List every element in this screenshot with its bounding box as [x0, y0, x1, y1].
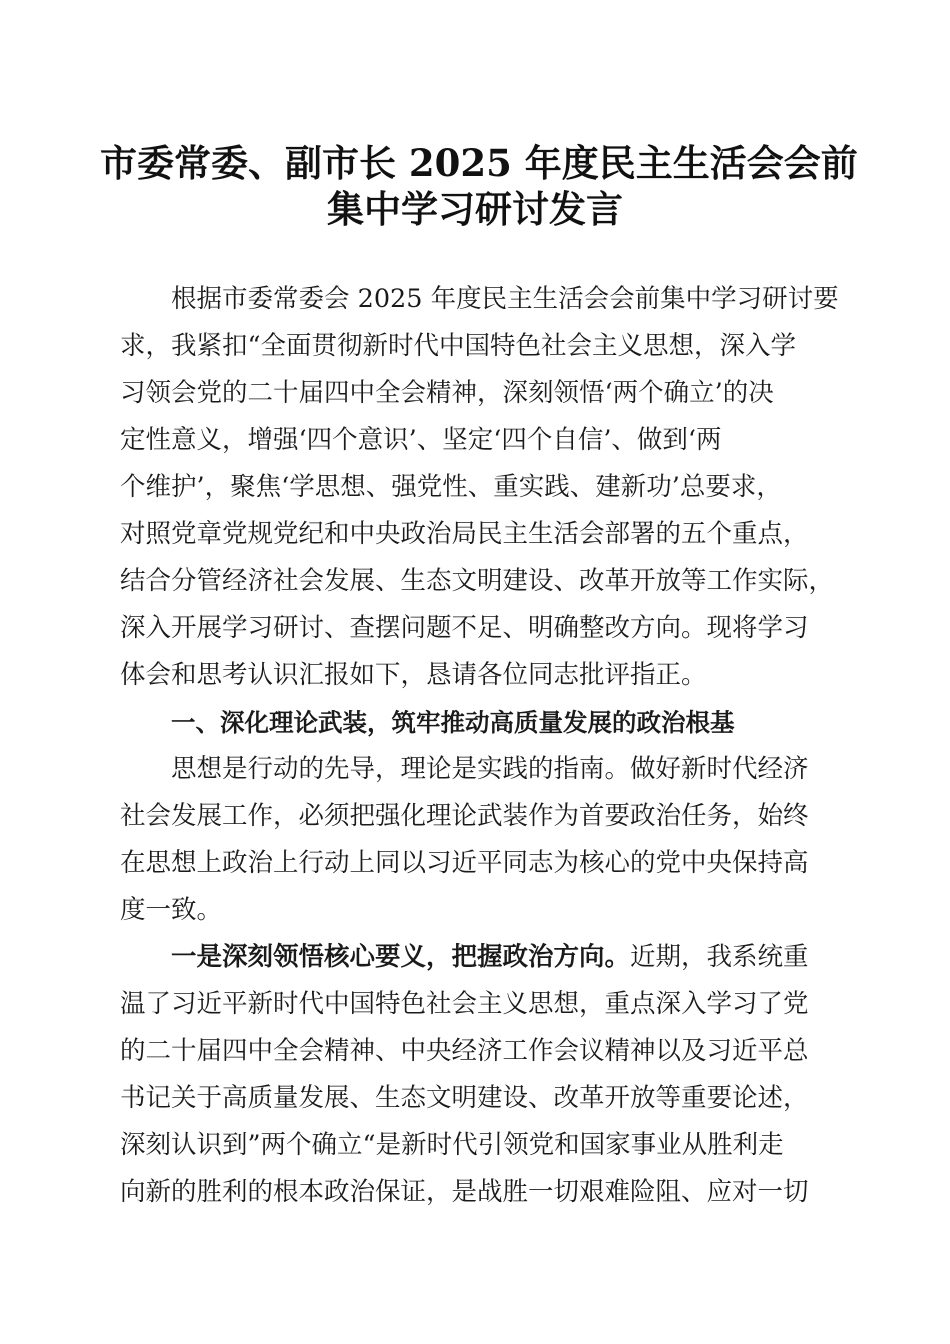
paragraph-line: 深刻认识到”两个确立“是新时代引领党和国家事业从胜利走: [120, 1130, 784, 1160]
paragraph-line: 在思想上政治上行动上同以习近平同志为核心的党中央保持高: [120, 848, 809, 878]
paragraph-line: 社会发展工作，必须把强化理论武装作为首要政治任务，始终: [120, 801, 809, 831]
paragraph-line: 体会和思考认识汇报如下，恳请各位同志批评指正。: [120, 660, 707, 690]
title-line: 集中学习研讨发言: [327, 187, 623, 231]
point-lead: 一是深刻领悟核心要义，把握政治方向。: [171, 942, 631, 972]
document-title: [100, 140, 858, 232]
paragraph-line: 求，我紧扣“全面贯彻新时代中国特色社会主义思想，深入学: [120, 331, 797, 361]
paragraph-line: 的二十届四中全会精神、中央经济工作会议精神以及习近平总: [120, 1036, 809, 1066]
document-body: [120, 276, 840, 1216]
paragraph-line: 定性意义，增强‘四个意识’、坚定‘四个自信’、做到‘两: [120, 425, 722, 455]
paragraph-line: 习领会党的二十届四中全会精神，深刻领悟‘两个确立’的决: [120, 378, 774, 408]
paragraph-line: 根据市委常委会 2025 年度民主生活会会前集中学习研讨要: [171, 284, 839, 314]
paragraph-line: 度一致。: [120, 895, 223, 925]
paragraph-line: 书记关于高质量发展、生态文明建设、改革开放等重要论述，: [120, 1083, 809, 1113]
section-heading: 一、深化理论武装，筑牢推动高质量发展的政治根基: [171, 708, 735, 737]
paragraph-line: 向新的胜利的根本政治保证，是战胜一切艰难险阻、应对一切: [120, 1177, 809, 1207]
paragraph-line: 对照党章党规党纪和中央政治局民主生活会部署的五个重点，: [120, 519, 809, 549]
paragraph-line: 温了习近平新时代中国特色社会主义思想，重点深入学习了党: [120, 989, 809, 1019]
point-text: 近期，我系统重: [630, 942, 809, 972]
paragraph-line: 深入开展学习研讨、查摆问题不足、明确整改方向。现将学习: [120, 613, 809, 643]
paragraph-line: 个维护’，聚焦‘学思想、强党性、重实践、建新功’总要求，: [120, 472, 782, 502]
paragraph-line: 思想是行动的先导，理论是实践的指南。做好新时代经济: [171, 754, 809, 784]
paragraph-line: [120, 934, 840, 981]
title-line: 市委常委、副市长 2025 年度民主生活会会前: [100, 141, 858, 185]
paragraph-line: 结合分管经济社会发展、生态文明建设、改革开放等工作实际，: [120, 566, 835, 596]
